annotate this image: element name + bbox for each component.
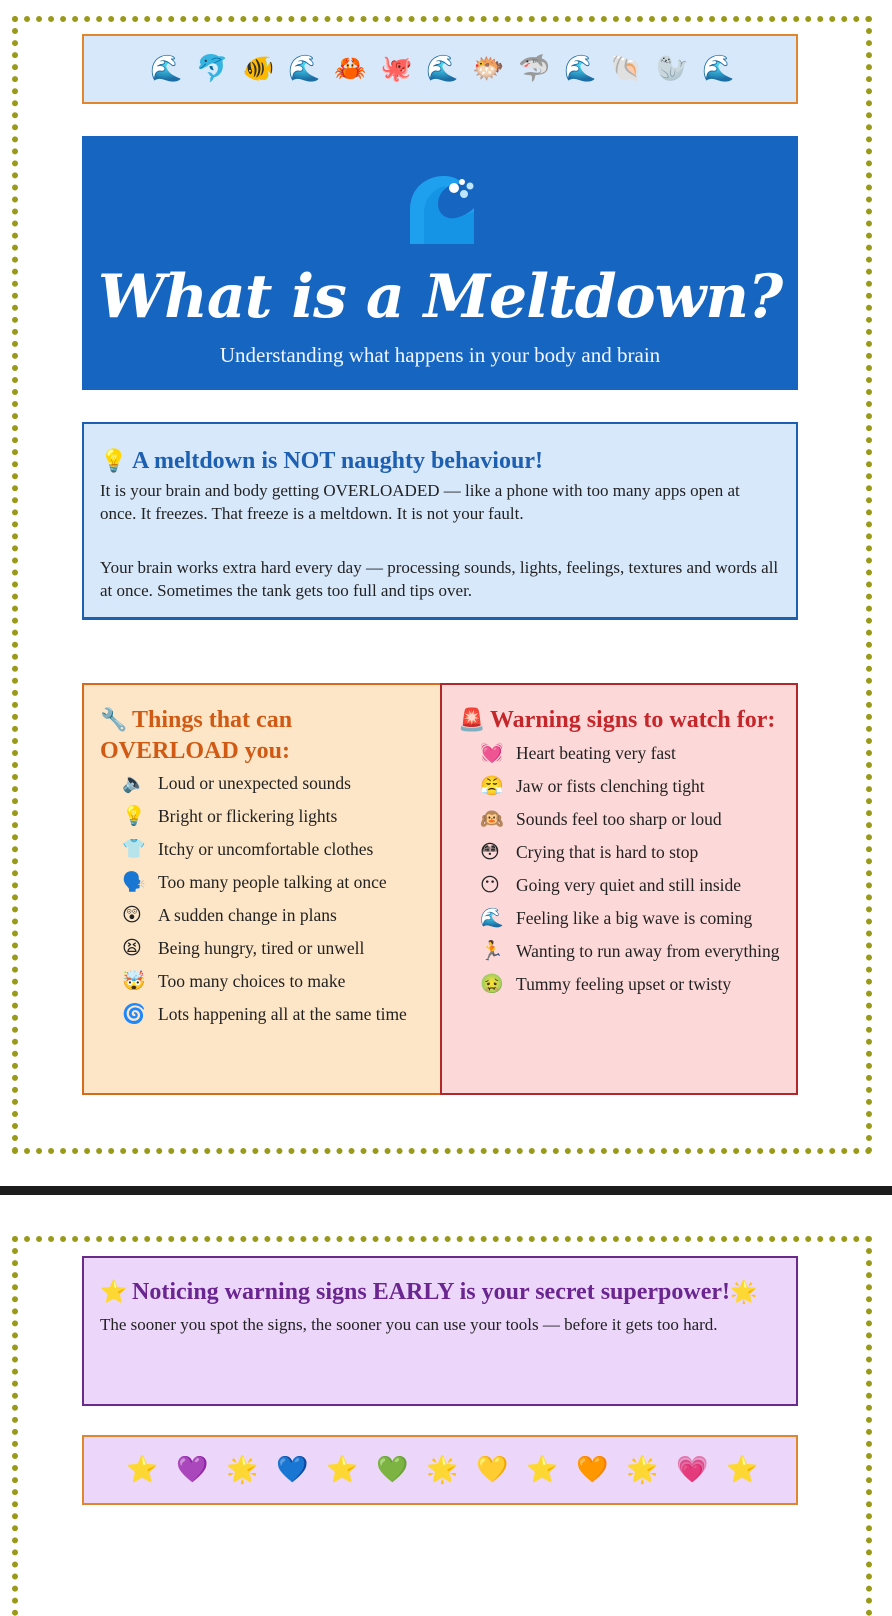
page-title: What is a Meltdown? [97, 262, 783, 332]
star-icon: ⭐ [726, 1455, 759, 1485]
dolphin-icon: 🐬 [196, 54, 229, 84]
list-item: 😫 Being hungry, tired or unwell [122, 937, 365, 959]
speaker-icon: 🔈 [122, 772, 146, 794]
tshirt-icon: 👕 [122, 838, 146, 860]
page-subtitle: Understanding what happens in your body and brain [219, 343, 661, 367]
tired-face-icon: 😫 [122, 937, 142, 959]
overload-list [100, 772, 424, 1026]
list-item: 🙉 Sounds feel too sharp or loud [480, 808, 722, 830]
yellow-heart-icon: 💛 [476, 1455, 509, 1485]
info-paragraph-2: Your brain works extra hard every day — processing sounds, lights, feelings, textures and words all at once. Sometimes the tank gets too full and tips over. [100, 558, 779, 600]
green-heart-icon: 💚 [376, 1455, 409, 1485]
blue-heart-icon: 💙 [276, 1455, 309, 1485]
speaking-head-icon: 🗣️ [122, 871, 146, 893]
ocean-emoji-strip [82, 34, 798, 104]
flushed-face-icon: 😳 [480, 841, 500, 863]
list-item: 🔈 Loud or unexpected sounds [122, 772, 351, 794]
info-box [82, 422, 798, 620]
list-item: 😤 Jaw or fists clenching tight [480, 775, 705, 797]
glowing-star-icon: 🌟 [226, 1455, 259, 1485]
star-icon: ⭐ [326, 1455, 359, 1485]
glowing-star-icon: 🌟 [730, 1280, 758, 1305]
nauseated-face-icon: 🤢 [480, 973, 504, 995]
pink-heart-icon: 💗 [676, 1455, 709, 1485]
wave-icon: 🌊 [150, 54, 183, 84]
seal-icon: 🦭 [656, 54, 689, 84]
glowing-star-icon: 🌟 [626, 1455, 659, 1485]
wave-icon: 🌊 [564, 54, 597, 84]
superpower-heading: ⭐ Noticing warning signs EARLY is your secret superpower!🌟 [100, 1276, 780, 1309]
lightbulb-icon: 💡 [100, 449, 128, 474]
superpower-text: The sooner you spot the signs, the sooner you can use your tools — before it gets too hard. [100, 1315, 718, 1334]
orange-heart-icon: 🧡 [576, 1455, 609, 1485]
list-item: 👕 Itchy or uncomfortable clothes [122, 838, 374, 860]
list-item: 😶 Going very quiet and still inside [480, 874, 742, 896]
cyclone-icon: 🌀 [122, 1003, 146, 1025]
star-icon: ⭐ [100, 1280, 128, 1305]
hero-banner [82, 136, 798, 390]
lightbulb-icon: 💡 [122, 805, 146, 827]
wave-icon: 🌊 [480, 907, 504, 929]
warning-list [458, 742, 780, 996]
beating-heart-icon: 💓 [480, 742, 504, 764]
shark-icon: 🦈 [518, 54, 551, 84]
list-item: 😲 A sudden change in plans [122, 904, 337, 926]
steaming-face-icon: 😤 [480, 775, 504, 797]
list-item: 💓 Heart beating very fast [480, 742, 676, 764]
list-item: 🏃 Wanting to run away from everything [480, 940, 780, 962]
quiet-face-icon: 😶 [480, 874, 500, 896]
list-item: 🌀 Lots happening all at the same time [122, 1003, 407, 1025]
wrench-icon: 🔧 [100, 708, 128, 733]
info-heading: 💡 A meltdown is NOT naughty behaviour! [100, 444, 780, 479]
list-item: 🗣️ Too many people talking at once [122, 871, 387, 893]
list-item: 🤯 Too many choices to make [122, 970, 346, 992]
octopus-icon: 🐙 [380, 54, 413, 84]
warning-panel [440, 683, 798, 1095]
info-paragraph-1: It is your brain and body getting OVERLOADED — like a phone with too many apps open at once. It freezes. That freeze is a meltdown. It is not your fault. [100, 481, 740, 523]
overload-panel [82, 683, 440, 1095]
list-item: 🌊 Feeling like a big wave is coming [480, 907, 753, 929]
warning-heading: 🚨 Warning signs to watch for: [458, 705, 780, 736]
siren-icon: 🚨 [458, 708, 486, 733]
star-heart-strip [82, 1435, 798, 1505]
pufferfish-icon: 🐡 [472, 54, 505, 84]
list-item: 😳 Crying that is hard to stop [480, 841, 699, 863]
star-icon: ⭐ [126, 1455, 159, 1485]
glowing-star-icon: 🌟 [426, 1455, 459, 1485]
wave-icon: 🌊 [426, 54, 459, 84]
superpower-box [82, 1256, 798, 1406]
exploding-head-icon: 🤯 [122, 970, 146, 992]
crab-icon: 🦀 [334, 54, 367, 84]
wave-icon [404, 174, 480, 250]
fish-icon: 🐠 [242, 54, 275, 84]
running-person-icon: 🏃 [480, 940, 504, 962]
hear-no-evil-monkey-icon: 🙉 [480, 808, 504, 830]
astonished-face-icon: 😲 [122, 904, 142, 926]
shell-icon: 🐚 [610, 54, 643, 84]
list-item: 🤢 Tummy feeling upset or twisty [480, 973, 732, 995]
purple-heart-icon: 💜 [176, 1455, 209, 1485]
list-item: 💡 Bright or flickering lights [122, 805, 338, 827]
page-divider [0, 1186, 892, 1195]
star-icon: ⭐ [526, 1455, 559, 1485]
wave-icon: 🌊 [288, 54, 321, 84]
overload-heading: 🔧 Things that can OVERLOAD you: [100, 707, 293, 764]
wave-icon: 🌊 [702, 54, 735, 84]
